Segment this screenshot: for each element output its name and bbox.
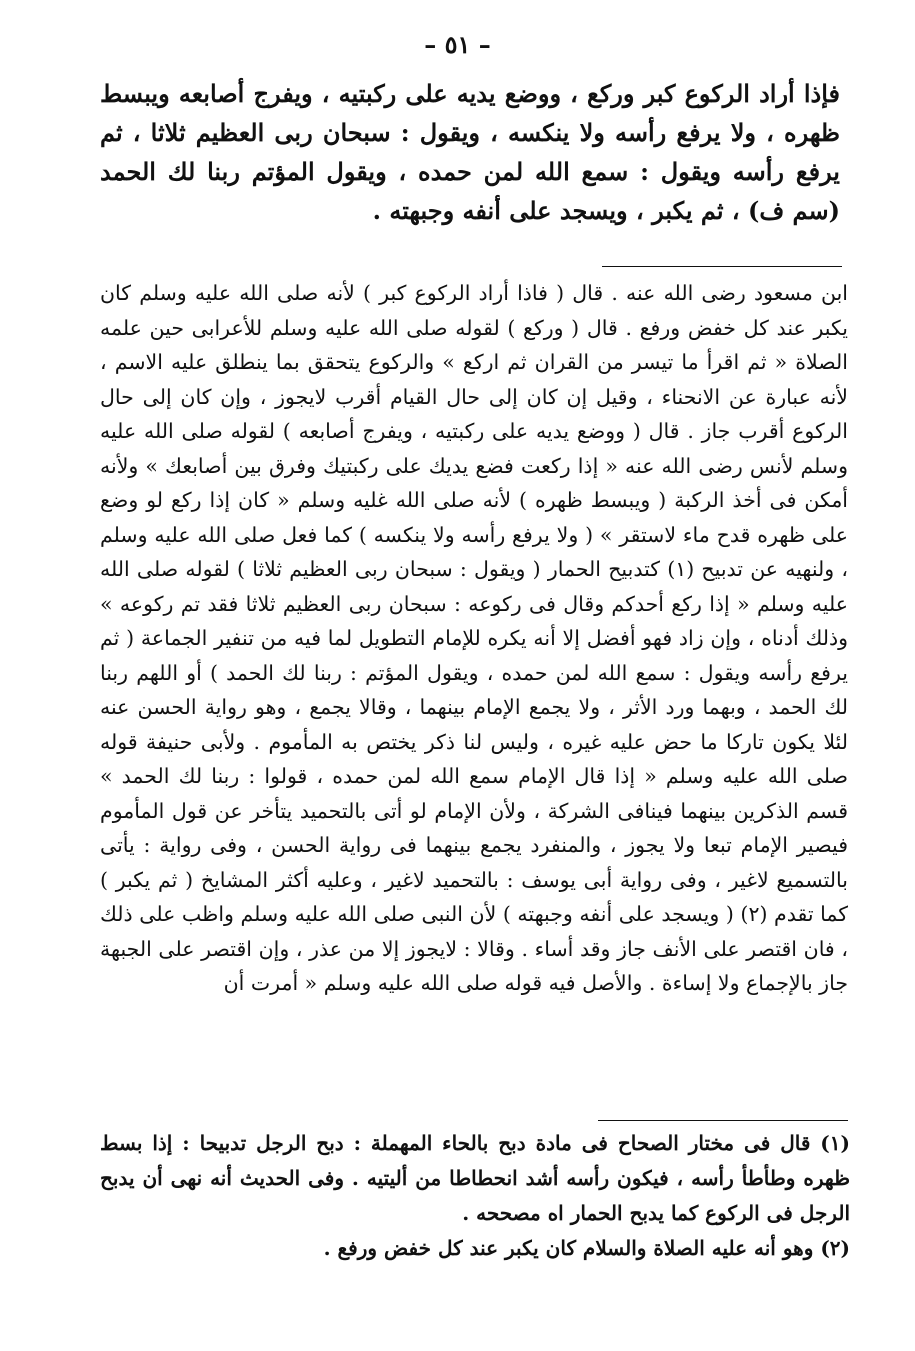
footnote-2: (٢) وهو أنه عليه الصلاة والسلام كان يكبر عند كل خفض ورفع .: [323, 1236, 850, 1260]
page-number: – ٥١ –: [424, 30, 491, 59]
commentary-block: [100, 276, 848, 1001]
footnote-1: (١) قال فى مختار الصحاح فى مادة دبح بالحاء المهملة : دبح الرجل تدبيحا : إذا بسط ظهره وطأطأ رأسه ، فيكون رأسه أشد انحطاطا من أليتيه . وفى الحديث أنه نهى أن يدبح الرجل فى الركوع كما يدبح الحمار اه مصححه .: [100, 1131, 850, 1225]
text-divider: [602, 266, 842, 267]
footnote-divider: [598, 1120, 848, 1121]
main-text: فإذا أراد الركوع كبر وركع ، ووضع يديه على ركبتيه ، ويفرج أصابعه ويبسط ظهره ، ولا يرفع رأسه ولا ينكسه ، ويقول : سبحان ربى العظيم ثلاثا ، ثم يرفع رأسه ويقول : سمع الله لمن حمده ، ويقول المؤتم ربنا لك الحمد (سم ف) ، ثم يكبر ، ويسجد على أنفه وجبهته .: [100, 79, 841, 225]
footnotes-block: [100, 1126, 850, 1266]
commentary-text: ابن مسعود رضى الله عنه . قال ( فاذا أراد الركوع كبر ) لأنه صلى الله عليه وسلم كان يكبر عند كل خفض ورفع . قال ( وركع ) لقوله صلى الله عليه وسلم للأعرابى حين علمه الصلاة « ثم اقرأ ما تيسر من القران ثم اركع » والركوع يتحقق بما ينطلق عليه الاسم ، لأنه عبارة عن الانحناء ، وقيل إن كان إلى حال القيام أقرب لايجوز ، وإن كان إلى حال الركوع أقرب جاز . قال ( ووضع يديه على ركبتيه ، ويفرج أصابعه ) لقوله صلى الله عليه وسلم لأنس رضى الله عنه « إذا ركعت فضع يديك على ركبتيك وفرق بين أصابعك » ولأنه أمكن فى أخذ الركبة ( ويبسط ظهره ) لأنه صلى الله غليه وسلم « كان إذا ركع لو وضع على ظهره قدح ماء لاستقر » ( ولا يرفع رأسه ولا ينكسه ) كما فعل صلى الله عليه وسلم ، ولنهيه عن تدبيح (١) كتدبيح الحمار ( ويقول : سبحان ربى العظيم ثلاثا ) لقوله صلى الله عليه وسلم « إذا ركع أحدكم وقال فى ركوعه : سبحان ربى العظيم ثلاثا فقد تم ركوعه » وذلك أدناه ، وإن زاد فهو أفضل إلا أنه يكره للإمام التطويل لما فيه من تنفير الجماعة ( ثم يرفع رأسه ويقول : سمع الله لمن حمده ، ويقول المؤتم : ربنا لك الحمد ) أو اللهم ربنا لك الحمد ، وبهما ورد الأثر ، ولا يجمع الإمام بينهما ، وقالا يجمع ، وهو رواية الحسن عنه لئلا يكون تاركا ما حض عليه غيره ، وليس لنا ذكر يختص به المأموم . ولأبى حنيفة قوله صلى الله عليه وسلم « إذا قال الإمام سمع الله لمن حمده ، قولوا : ربنا لك الحمد » قسم الذكرين بينهما فينافى الشركة ، ولأن الإمام لو أتى بالتحميد يتأخر عن قول المأموم فيصير الإمام تبعا ولا يجوز ، والمنفرد يجمع بينهما فى رواية الحسن ، وفى رواية : يأتى بالتسميع لاغير ، وفى رواية أبى يوسف : بالتحميد لاغير ، وعليه أكثر المشايخ ( ثم يكبر ) كما تقدم (٢) ( ويسجد على أنفه وجبهته ) لأن النبى صلى الله عليه وسلم واظب على ذلك ، فان اقتصر على الأنف جاز وقد أساء . وقالا : لايجوز إلا من عذر ، وإن اقتصر على الجبهة جاز بالإجماع ولا إساءة . والأصل فيه قوله صلى الله عليه وسلم « أمرت أن: [100, 281, 849, 995]
main-text-block: [100, 74, 840, 230]
